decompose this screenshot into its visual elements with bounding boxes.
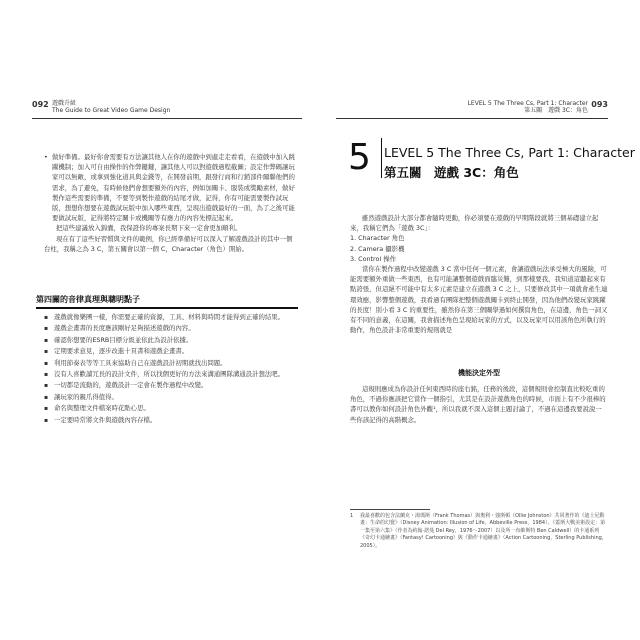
right-paragraph-2: 這規則應成為你設計任何東西時的座右銘，任務的後段，這個規則會控制直比較吃重的角色，不過你應該把它當作一個指引，尤其是在設計遊戲角色的時候，市面上有不少很棒的書可以教你如何設計角色外觀¹，所以我就不深入這個主題討論了，不過在這邊我要說說一些你該記得的高階概念。	[350, 385, 606, 424]
chapter-number: 5	[348, 138, 382, 178]
chapter-title-zh: 第五關 遊戲 3C：角色	[384, 165, 519, 180]
subheading: 機能決定外型	[458, 369, 500, 377]
list-item: ▪ 沒有人喜歡讀冗長的設計文件，所以找個更好的方法來溝通團隊溝通設計想法吧。	[44, 369, 296, 380]
list-item: ▪ 讓玩家的親爪得值得。	[44, 392, 296, 403]
footnote-number: 1	[350, 513, 354, 519]
left-paragraph-1: 把這些建議放入錦囊，我保證你的專案長期下來一定會更加順利。	[56, 224, 242, 233]
right-header-title-zh: 第五關 遊戲 3C：角色	[524, 107, 588, 114]
right-paragraph-1: 當你在製作過程中改變遊戲 3 C 當中任何一個元素，會讓遊戲玩法承受極大的風險，可能需要額外重做一些東西，也有可能讓整個遊戲面臨災難，到那樣要我，我知道這聽起來有點誇張，但這絕不可能中有太多元素是建立在遊戲 3 C 之上，只要修改其中一項就會產生連環效應，影響整個遊戲，我看過有團隊把整個遊戲關卡到終止開發，因為他們改變玩家跳躍的長度！別小看 3 C 的重要性，雖然你在第三個關學過如何撰寫角色，在這邊，角色一詞又有不同的意義，在這關，我會描述角色呈現給玩家的方式，以及玩家可以用該角色所執行的動作，角色設計非常重要的規則就是	[350, 265, 608, 335]
right-header-title-en: LEVEL 5 The Three Cs, Part 1: Character	[467, 100, 588, 107]
right-body-text-2	[350, 384, 608, 425]
left-body-text	[44, 152, 296, 254]
list-item: ▪ 利用節奏表等等工具來協助自己在遊戲設計初期就找出問題。	[44, 358, 296, 369]
list-item: ▪ 命名與整理文件檔案時花點心思。	[44, 403, 296, 414]
list-item: ▪ 遊戲就像樂團一樣，你需要正確的資源，工具、材料與時間才能得到正確的結果。	[44, 312, 296, 323]
list-item: ▪ 一定要時常將文件與遊戲內容存檔。	[44, 415, 296, 426]
section-heading: 第四關的音律真理與聰明點子	[36, 294, 298, 309]
left-header-title-en: The Guide to Great Video Game Design	[52, 107, 171, 114]
three-cs-item: 3. Control 操作	[350, 254, 397, 263]
right-intro-paragraph: 雖然遊戲設計大部分都會隨時更動，你必須要在遊戲的早期階段就將三個基礎建立起來，我稱它們為「遊戲 3C」：	[350, 214, 599, 233]
right-page-number: 093	[591, 100, 608, 109]
footnote-text: 我最喜歡的包含法蘭克・湯瑪斯（Frank Thomas）與奧利・強斯頓（Ollie Johnston）共同著作的《迪士尼動畫：生命的幻覺》（Disney Animation: Illusion of Life，Abbeville Press，1984）、《蓋斯大戰美術設定：第一集至第六集》（作者為約翰·諾曼 Del Rey，1976～2007）以及所一布維斯特 Ben Caldwell）的卡通系列《奇幻卡通繪畫》（Fantasy! Cartooning）與《動作卡通繪畫》（Action Cartooning，Sterling Publishing，2005）。	[360, 513, 607, 549]
footnote-rule	[350, 509, 430, 510]
three-cs-item: 1. Character 角色	[350, 234, 405, 243]
right-body-text	[350, 213, 608, 335]
chapter-title-en: LEVEL 5 The Three Cs, Part 1: Character	[384, 145, 635, 160]
right-header-rule	[336, 118, 608, 119]
takeaways-list	[44, 312, 296, 426]
three-cs-item: 2. Camera 攝影機	[350, 244, 405, 253]
intro-bullet: • 做好準備。最好你會需要有方法讓其他人在你的遊戲中到處走走看看，在遊戲中加入跳躍機制；加入可自由操作的作弊鍵鍵，讓其他人可以對遊戲過程截圖；設定作弊碼讓玩家可以無敵，或拿到強化道具與金錢等，在開發前期，跟發行商和行銷部件爾聯他們的需求，為了避免，有時候他們會想要額外的內容，例如加關卡、服裝或獎勵素材，做好製作這些需要的準備，不要等到製作遊戲的結尾才做，記得，你有可能需要製作試玩版，想想你想要在遊戲試玩版中加入哪些東西，呈現出遊戲最好的一面，為了之後可能要做試玩版，記得將特定關卡或機關等有應力的內容先標記起來。	[44, 152, 296, 223]
list-item: ▪ 定期要求意見，逐步改進十頁書和遊戲企畫書。	[44, 346, 296, 357]
footnote	[350, 513, 608, 550]
left-header-title-zh: 遊戲升級	[52, 100, 77, 107]
list-item: ▪ 確認你想要的ESRB目標分級並依此為設計依據。	[44, 335, 296, 346]
left-paragraph-2: 現在有了這些好習慣與文件的範例，你已經準備好可以深入了解遊戲設計的其中一個台柱，我稱之為 3 C，第五關會以第一個 C，Character（角色）開始。	[44, 234, 293, 253]
left-page-number: 092	[32, 100, 49, 109]
list-item: ▪ 遊戲企畫書的長度應該剛好足夠描述遊戲的內容。	[44, 323, 296, 334]
left-header-rule	[32, 118, 302, 119]
list-item: ▪ 一切都是流動的，遊戲設計一定會在製作過程中改變。	[44, 380, 296, 391]
